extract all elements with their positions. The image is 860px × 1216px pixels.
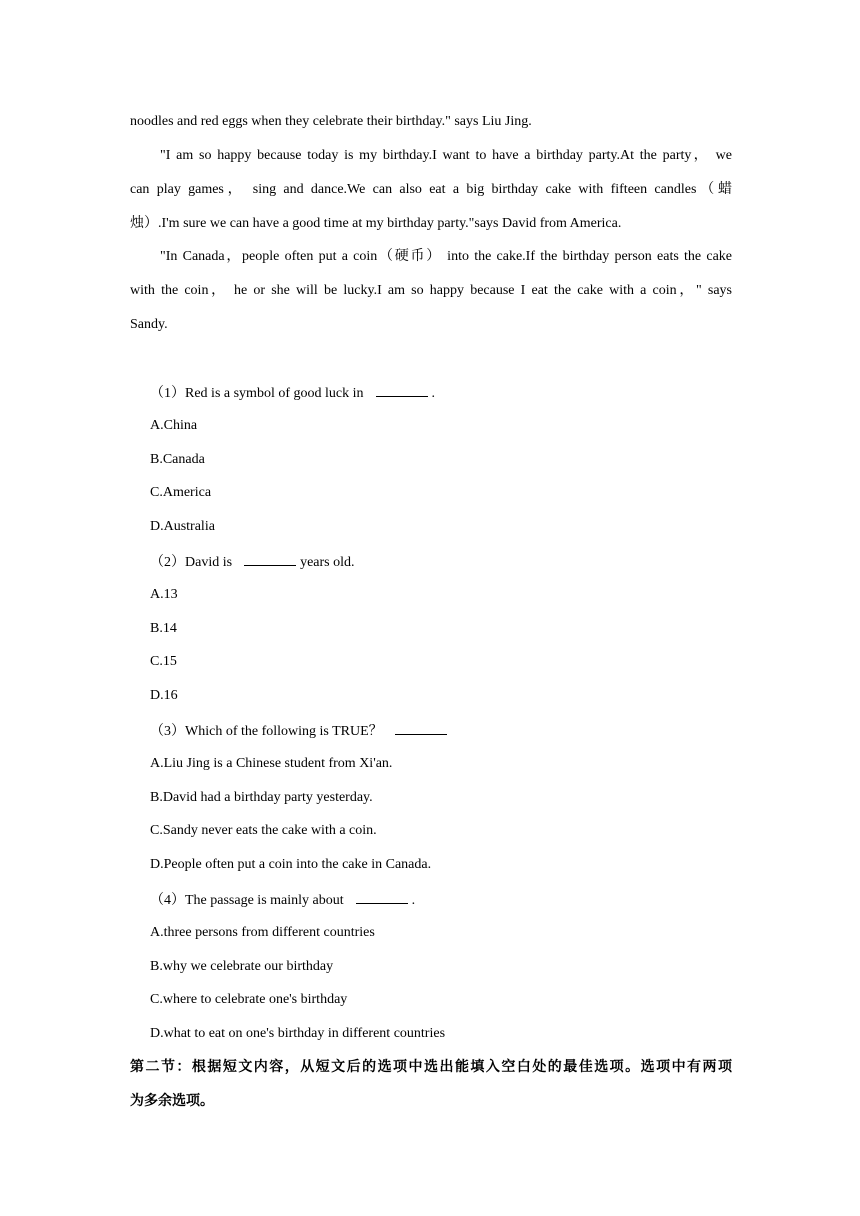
answer-blank-4	[356, 889, 408, 904]
question-4-stem-end: .	[411, 893, 416, 908]
question-1-option-b: B.Canada	[150, 452, 205, 467]
question-3-option-b: B.David had a birthday party yesterday.	[150, 790, 373, 805]
question-4-option-b: B.why we celebrate our birthday	[150, 959, 334, 974]
question-2-stem: （2）David is	[150, 555, 233, 570]
question-2-option-d: D.16	[150, 688, 178, 703]
question-2-option-a: A.13	[150, 587, 178, 602]
section-2-instruction-line-1: 第二节：根据短文内容，从短文后的选项中选出能填入空白处的最佳选项。选项中有两项	[130, 1060, 732, 1075]
question-1-stem: （1）Red is a symbol of good luck in	[150, 386, 364, 401]
question-2-option-b: B.14	[150, 621, 177, 636]
question-1-stem-end: .	[431, 386, 435, 401]
question-4-stem: （4）The passage is mainly about	[150, 893, 344, 908]
question-1	[150, 382, 752, 404]
answer-blank-1	[376, 382, 428, 397]
question-2	[150, 551, 752, 573]
question-2-option-c: C.15	[150, 654, 177, 669]
passage-line-6: with the coin， he or she will be lucky.I am so happy because I eat the cake with a coin，" says	[130, 283, 732, 298]
passage-line-2: "I am so happy because today is my birthday.I want to have a birthday party.At the party， we	[160, 148, 732, 163]
question-2-stem-end: years old.	[300, 555, 355, 570]
section-2-instruction-line-2: 为多余选项。	[130, 1094, 214, 1109]
question-1-option-c: C.America	[150, 485, 212, 500]
question-4-option-c: C.where to celebrate one's birthday	[150, 992, 348, 1007]
question-1-option-a: A.China	[150, 418, 198, 433]
passage-line-3: can play games， sing and dance.We can also eat a big birthday cake with fifteen candles（蜡	[130, 182, 732, 197]
question-4	[150, 889, 752, 911]
question-3-option-d: D.People often put a coin into the cake in Canada.	[150, 857, 432, 872]
question-3-option-a: A.Liu Jing is a Chinese student from Xi'an.	[150, 756, 393, 771]
passage-line-5: "In Canada，people often put a coin（硬币） into the cake.If the birthday person eats the cake	[160, 249, 732, 264]
passage-line-7: Sandy.	[130, 317, 168, 332]
question-1-option-d: D.Australia	[150, 519, 215, 534]
question-4-option-d: D.what to eat on one's birthday in different countries	[150, 1026, 446, 1041]
question-4-option-a: A.three persons from different countries	[150, 925, 375, 940]
question-3	[150, 720, 752, 742]
answer-blank-3	[395, 720, 447, 735]
question-3-option-c: C.Sandy never eats the cake with a coin.	[150, 823, 377, 838]
passage-line-4: 烛）.I'm sure we can have a good time at my birthday party."says David from America.	[130, 216, 622, 231]
passage-line-1: noodles and red eggs when they celebrate their birthday." says Liu Jing.	[130, 114, 532, 129]
question-3-stem: （3）Which of the following is TRUE？	[150, 724, 383, 739]
answer-blank-2	[244, 551, 296, 566]
